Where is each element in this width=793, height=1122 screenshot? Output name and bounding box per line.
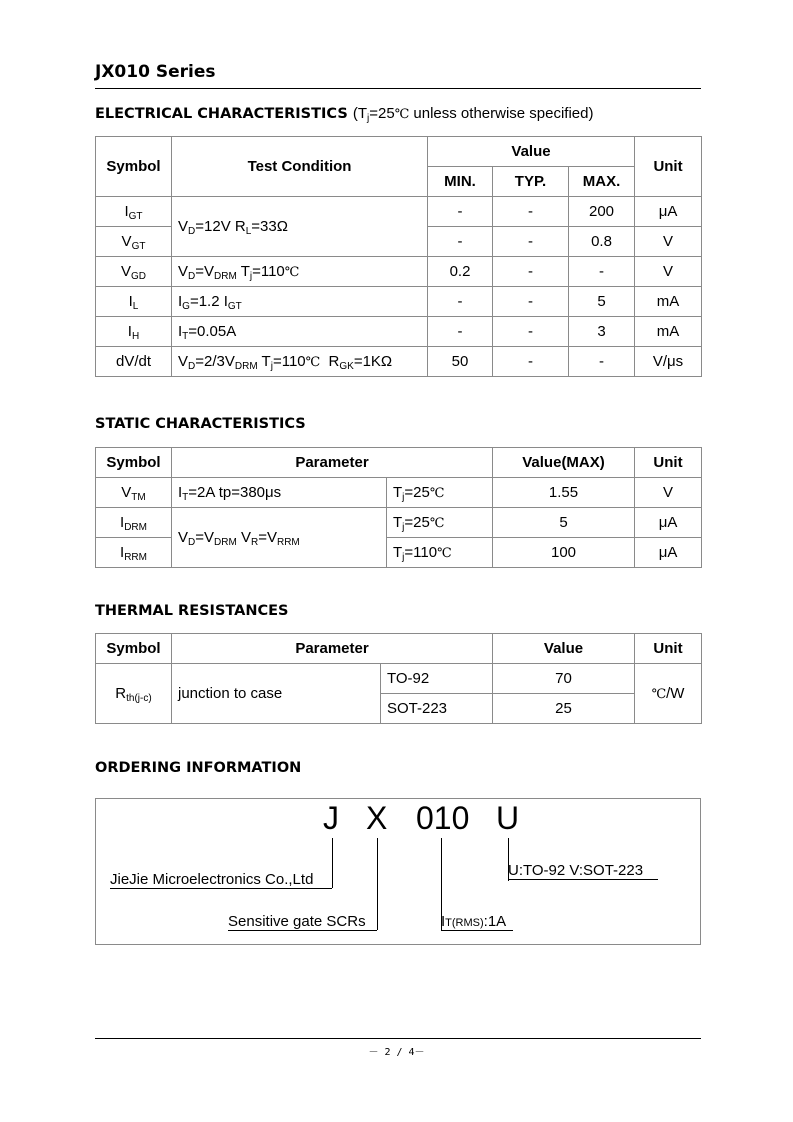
typ-cell: -	[493, 287, 569, 317]
col-max: MAX.	[569, 167, 635, 197]
electrical-table	[95, 136, 702, 377]
col-unit: Unit	[635, 448, 702, 478]
part-package-code: U	[496, 800, 520, 836]
max-cell: 200	[569, 197, 635, 227]
min-cell: -	[428, 227, 493, 257]
typ-cell: -	[493, 257, 569, 287]
symbol-cell: $R_{th(j-c)}$	[96, 664, 172, 724]
package-cell: TO-92	[381, 664, 493, 694]
condition-cell: $I_T=0.05A$	[172, 317, 428, 347]
package-label: U:TO-92 V:SOT-223	[508, 862, 658, 880]
col-parameter: Parameter	[172, 448, 493, 478]
symbol-cell: $V_{GT}$	[96, 227, 172, 257]
leader-line-gate	[377, 838, 378, 930]
value-cell: 5	[493, 508, 635, 538]
max-cell: 0.8	[569, 227, 635, 257]
temperature-cell: $T_j=25℃$	[387, 508, 493, 538]
unit-cell: μA	[635, 197, 702, 227]
col-symbol: Symbol	[96, 448, 172, 478]
condition-cell: $I_G=1.2$ $I_{GT}$	[172, 287, 428, 317]
symbol-cell: $I_{DRM}$	[96, 508, 172, 538]
min-cell: 50	[428, 347, 493, 377]
value-cell: 100	[493, 538, 635, 568]
col-symbol: Symbol	[96, 137, 172, 197]
electrical-title: ELECTRICAL CHARACTERISTICS	[95, 106, 348, 122]
min-cell: -	[428, 317, 493, 347]
table-row	[96, 478, 702, 508]
typ-cell: -	[493, 347, 569, 377]
unit-cell: V	[635, 478, 702, 508]
condition-cell: $V_D=V_{DRM}$ $T_j=110℃$	[172, 257, 428, 287]
typ-cell: -	[493, 197, 569, 227]
unit-cell: V	[635, 257, 702, 287]
col-symbol: Symbol	[96, 634, 172, 664]
static-table	[95, 447, 702, 568]
parameter-cell: junction to case	[172, 664, 381, 724]
static-section-title: STATIC CHARACTERISTICS	[95, 416, 306, 432]
value-cell: 70	[493, 664, 635, 694]
unit-cell: mA	[635, 287, 702, 317]
series-title: JX010 Series	[95, 62, 216, 82]
min-cell: 0.2	[428, 257, 493, 287]
unit-cell: mA	[635, 317, 702, 347]
symbol-cell: $I_{RRM}$	[96, 538, 172, 568]
col-value-max: Value(MAX)	[493, 448, 635, 478]
max-cell: -	[569, 347, 635, 377]
symbol-cell: $V_{GD}$	[96, 257, 172, 287]
symbol-cell: $I_H$	[96, 317, 172, 347]
col-unit: Unit	[635, 137, 702, 197]
condition-cell: $V_D=12V$ $R_L=33\Omega$	[172, 197, 428, 257]
col-min: MIN.	[428, 167, 493, 197]
part-current-code: 010	[416, 800, 470, 836]
table-row	[96, 197, 702, 227]
current-label: IT(RMS):1A	[441, 913, 513, 931]
table-row	[96, 508, 702, 538]
col-unit: Unit	[635, 634, 702, 664]
col-typ: TYP.	[493, 167, 569, 197]
thermal-section-title: THERMAL RESISTANCES	[95, 603, 289, 619]
max-cell: -	[569, 257, 635, 287]
package-cell: SOT-223	[381, 694, 493, 724]
temperature-cell: $T_j=110℃$	[387, 538, 493, 568]
value-cell: 1.55	[493, 478, 635, 508]
col-value: Value	[428, 137, 635, 167]
min-cell: -	[428, 287, 493, 317]
unit-cell: V/μs	[635, 347, 702, 377]
symbol-cell: $I_L$	[96, 287, 172, 317]
company-label: JieJie Microelectronics Co.,Ltd	[110, 871, 332, 889]
value-cell: 25	[493, 694, 635, 724]
table-row	[96, 257, 702, 287]
gate-label: Sensitive gate SCRs	[228, 913, 377, 931]
header-rule	[95, 88, 701, 89]
unit-cell: ℃/W	[635, 664, 702, 724]
page-number: － 2 / 4－	[368, 1047, 425, 1058]
electrical-condition: ($T_j=25℃$ unless otherwise specified)	[352, 105, 594, 124]
min-cell: -	[428, 197, 493, 227]
parameter-cell: $V_D=V_{DRM}$ $V_R=V_{RRM}$	[172, 508, 387, 568]
symbol-cell: $I_{GT}$	[96, 197, 172, 227]
electrical-section-title	[95, 105, 594, 122]
table-row	[96, 287, 702, 317]
leader-line-company	[332, 838, 333, 888]
unit-cell: μA	[635, 508, 702, 538]
thermal-table	[95, 633, 702, 724]
ordering-section-title: ORDERING INFORMATION	[95, 760, 302, 776]
typ-cell: -	[493, 227, 569, 257]
part-prefix-j: J	[323, 800, 339, 836]
col-test-condition: Test Condition	[172, 137, 428, 197]
table-row	[96, 347, 702, 377]
parameter-cell: $I_T=2A$ tp=380μs	[172, 478, 387, 508]
symbol-cell: $V_{TM}$	[96, 478, 172, 508]
col-parameter: Parameter	[172, 634, 493, 664]
unit-cell: μA	[635, 538, 702, 568]
max-cell: 3	[569, 317, 635, 347]
part-prefix-x: X	[366, 800, 388, 836]
temperature-cell: $T_j=25℃$	[387, 478, 493, 508]
col-value: Value	[493, 634, 635, 664]
table-row	[96, 317, 702, 347]
table-row	[96, 664, 702, 694]
unit-cell: V	[635, 227, 702, 257]
symbol-cell: dV/dt	[96, 347, 172, 377]
max-cell: 5	[569, 287, 635, 317]
footer-rule	[95, 1038, 701, 1039]
condition-cell: $V_D=2/3V_{DRM}$ $T_j=110℃$ $R_{GK}=1K\Omega$	[172, 347, 428, 377]
typ-cell: -	[493, 317, 569, 347]
